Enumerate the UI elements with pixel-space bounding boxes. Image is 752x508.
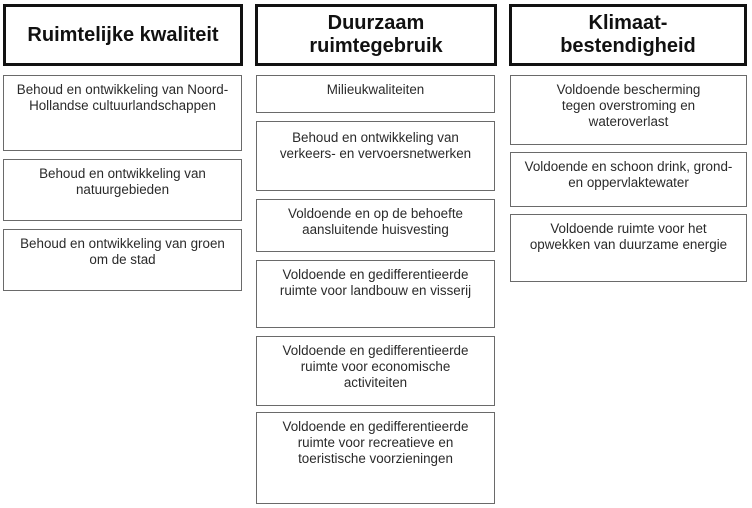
item-box: Behoud en ontwikkeling van natuurgebieden [3,159,242,221]
column-header-klimaatbestendigheid [509,4,747,66]
item-box: Voldoende en op de behoefte aansluitende huisvesting [256,199,495,252]
column-title: Klimaat-bestendigheid [560,12,696,57]
item-box: Behoud en ontwikkeling van verkeers- en vervoersnetwerken [256,121,495,191]
item-box: Voldoende en gedifferentieerde ruimte voor recreatieve en toeristische voorzieningen [256,412,495,504]
column-title: Duurzaam ruimtegebruik [309,12,443,57]
item-box: Behoud en ontwikkeling van groen om de stad [3,229,242,291]
column-title: Ruimtelijke kwaliteit [27,23,219,46]
item-box: Voldoende en schoon drink, grond- en oppervlaktewater [510,152,747,207]
column-header-duurzaam-ruimtegebruik [255,4,497,66]
item-box: Behoud en ontwikkeling van Noord-Hollandse cultuurlandschappen [3,75,242,151]
item-box: Voldoende en gedifferentieerde ruimte voor landbouw en visserij [256,260,495,328]
item-box: Voldoende ruimte voor het opwekken van duurzame energie [510,214,747,282]
item-box: Voldoende bescherming tegen overstroming en wateroverlast [510,75,747,145]
column-header-ruimtelijke-kwaliteit [3,4,243,66]
item-box: Voldoende en gedifferentieerde ruimte voor economische activiteiten [256,336,495,406]
item-box: Milieukwaliteiten [256,75,495,113]
